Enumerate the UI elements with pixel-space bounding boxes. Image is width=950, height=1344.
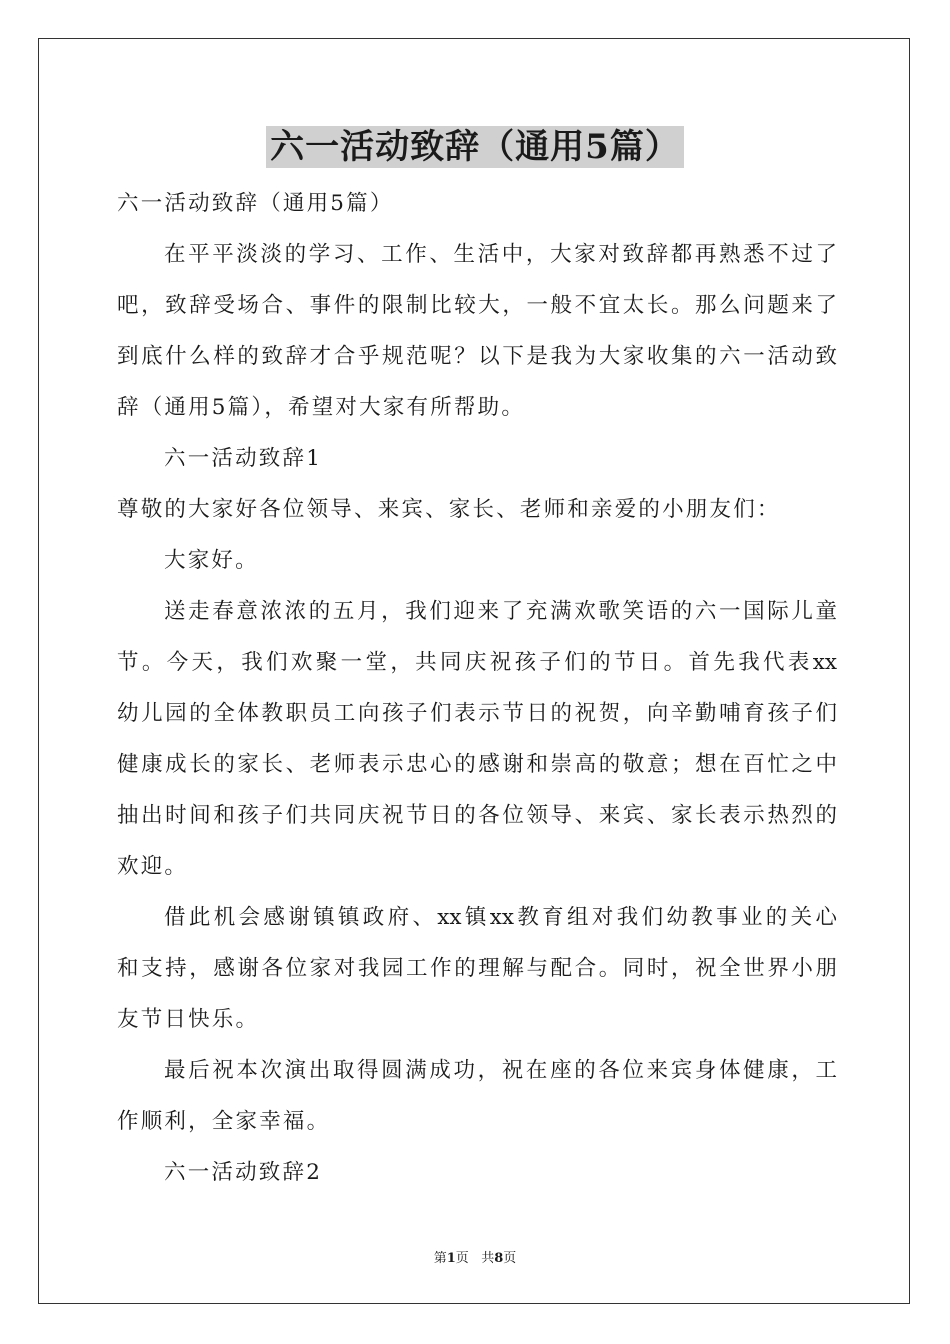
text-line: 和支持，感谢各位家对我园工作的理解与配合。同时，祝全世界小朋 xyxy=(117,956,837,981)
footer-page-prefix: 第 xyxy=(433,1251,447,1266)
text-line: 到底什么样的致辞才合乎规范呢？以下是我为大家收集的六一活动致 xyxy=(117,344,837,369)
text-line: 借此机会感谢镇镇政府、xx镇xx教育组对我们幼教事业的关心 xyxy=(164,905,837,930)
footer-page-suffix: 页 xyxy=(455,1251,469,1266)
text-line: 抽出时间和孩子们共同庆祝节日的各位领导、来宾、家长表示热烈的 xyxy=(117,803,837,828)
document-title: 六一活动致辞（通用5篇） xyxy=(266,126,684,168)
text-line: 最后祝本次演出取得圆满成功，祝在座的各位来宾身体健康，工 xyxy=(164,1058,837,1083)
text-line: 作顺利，全家幸福。 xyxy=(117,1109,331,1134)
page-footer xyxy=(0,1247,950,1266)
footer-current-page: 1 xyxy=(446,1251,456,1266)
footer-total-suffix: 页 xyxy=(503,1251,517,1266)
text-line: 欢迎。 xyxy=(117,854,189,879)
text-line: 健康成长的家长、老师表示忠心的感谢和崇高的敬意；想在百忙之中 xyxy=(117,752,837,777)
footer-total-prefix: 共 xyxy=(481,1251,495,1266)
text-line: 辞（通用5篇），希望对大家有所帮助。 xyxy=(117,395,526,420)
title-container xyxy=(0,126,950,168)
text-line: 节。今天，我们欢聚一堂，共同庆祝孩子们的节日。首先我代表xx xyxy=(117,650,837,675)
text-line: 幼儿园的全体教职员工向孩子们表示节日的祝贺，向辛勤哺育孩子们 xyxy=(117,701,837,726)
document-body xyxy=(117,178,837,1198)
text-line: 大家好。 xyxy=(164,548,259,573)
text-line: 友节日快乐。 xyxy=(117,1007,260,1032)
text-line: 六一活动致辞1 xyxy=(164,446,323,471)
text-line: 吧，致辞受场合、事件的限制比较大，一般不宜太长。那么问题来了 xyxy=(117,293,837,318)
text-line: 送走春意浓浓的五月，我们迎来了充满欢歌笑语的六一国际儿童 xyxy=(164,599,837,624)
text-line: 尊敬的大家好各位领导、来宾、家长、老师和亲爱的小朋友们： xyxy=(117,497,781,522)
text-line: 六一活动致辞（通用5篇） xyxy=(117,191,394,216)
footer-total-pages: 8 xyxy=(494,1251,504,1266)
text-line: 六一活动致辞2 xyxy=(164,1160,323,1185)
text-line: 在平平淡淡的学习、工作、生活中，大家对致辞都再熟悉不过了 xyxy=(164,242,837,267)
